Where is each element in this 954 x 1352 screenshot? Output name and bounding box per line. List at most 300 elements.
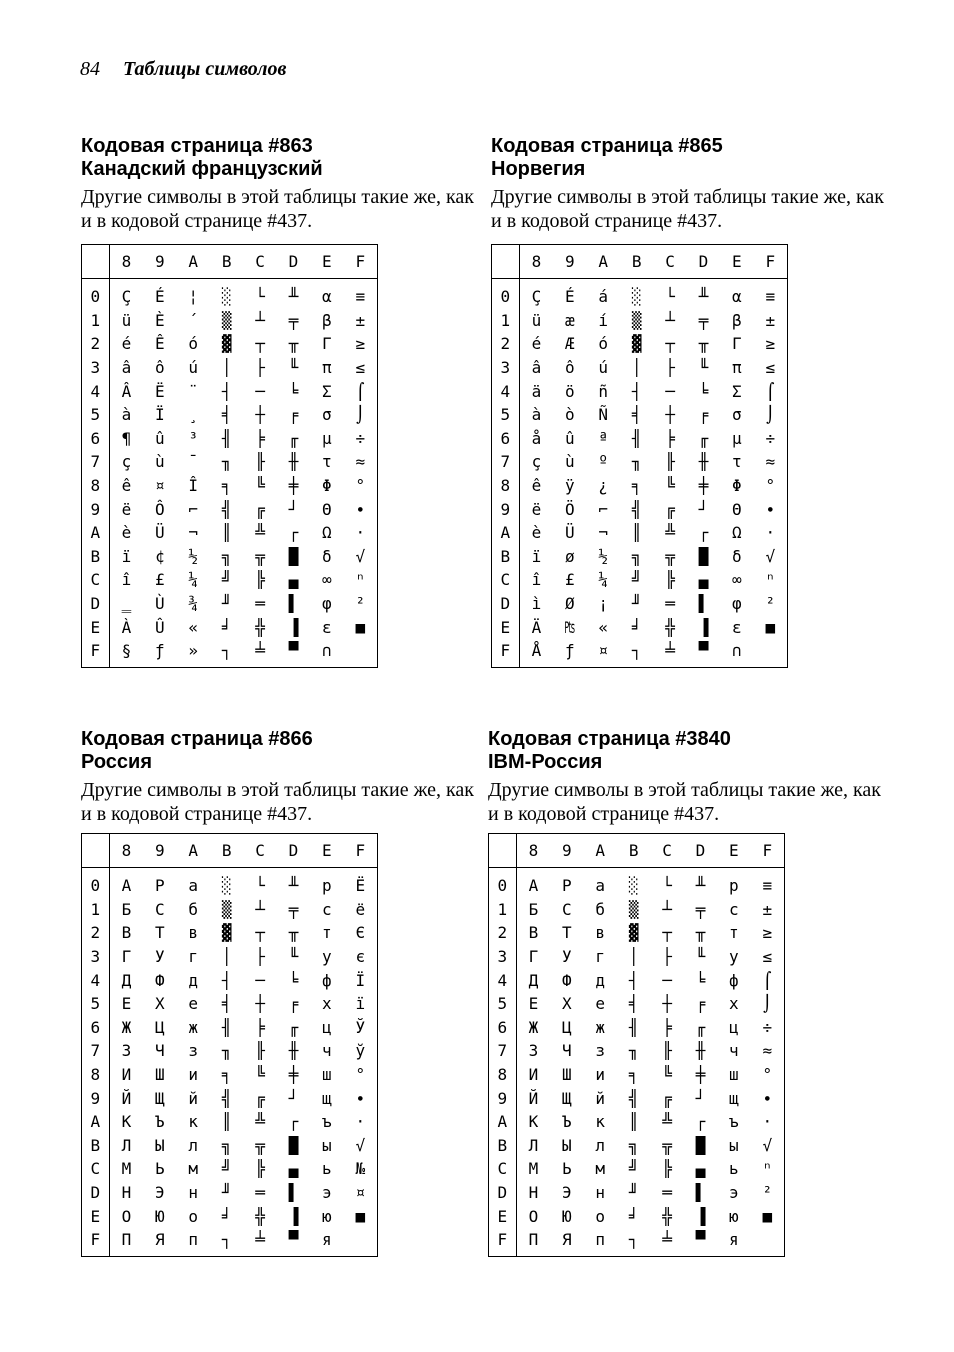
char-cell: Р [155,876,165,896]
char-cell: £ [565,570,575,590]
row-header: 1 [82,898,110,922]
row-header: 1 [489,898,517,922]
char-cell: Ж [121,1017,132,1037]
table-row [489,1016,785,1040]
table-row [82,521,378,545]
char-cell: ┴ [665,310,675,330]
char-cell: ┐ [221,1230,232,1250]
codepage-863-block [81,135,481,233]
char-cell: ╞ [255,1017,265,1037]
char-cell: σ [322,405,332,425]
char-cell: ╧ [255,1230,265,1250]
char-cell: х [322,994,332,1014]
table-row [82,1110,378,1134]
char-cell: ╣ [628,1088,639,1108]
table-row [489,1110,785,1134]
char-cell: ƒ [565,641,575,661]
char-cell: ⌡ [762,994,773,1014]
column-header: B [620,245,653,279]
char-cell: ▐ [698,617,709,637]
char-cell: ▀ [288,1230,299,1250]
row-header: D [82,592,110,616]
char-cell: К [121,1112,132,1132]
corner-cell [492,245,520,279]
char-cell: С [562,899,572,919]
char-cell: ╛ [221,1206,232,1226]
row-header: 4 [489,968,517,992]
row-header: 5 [82,992,110,1016]
char-cell: ╖ [221,1041,232,1061]
char-cell: ю [322,1206,332,1226]
char-cell: ▓ [221,923,232,943]
char-cell: Л [121,1135,132,1155]
char-cell: Б [121,899,132,919]
codepage-865-table [491,244,788,668]
row-header: 3 [82,945,110,969]
char-cell: Ø [565,594,575,614]
char-cell: Ў [355,1017,366,1037]
char-cell: ═ [255,1183,265,1203]
char-cell: ъ [729,1112,739,1132]
char-cell: ╙ [695,947,706,967]
char-cell: ÷ [762,1017,773,1037]
char-cell: α [322,287,332,307]
char-cell: ¼ [598,570,609,590]
char-cell: ⌡ [355,405,366,425]
table-row [82,356,378,380]
char-cell: в [595,923,606,943]
char-cell: ± [762,899,773,919]
char-cell: ╕ [221,476,232,496]
char-cell: ⌐ [598,499,609,519]
char-cell: ╫ [695,1041,706,1061]
row-header: D [492,592,520,616]
table-row [82,568,378,592]
char-cell: ╜ [221,1183,232,1203]
char-cell: è [531,523,542,543]
char-cell: ┐ [631,641,642,661]
char-cell: з [188,1041,199,1061]
char-cell: ┐ [221,641,232,661]
char-cell: К [528,1112,539,1132]
running-title: Таблицы символов [123,58,287,80]
char-cell: ▓ [631,334,642,354]
char-cell: ╦ [662,1135,672,1155]
table-row [489,992,785,1016]
char-cell: и [595,1065,606,1085]
char-cell: ╠ [255,570,265,590]
char-cell: ╬ [665,617,675,637]
table-row [489,898,785,922]
char-cell: ø [565,546,575,566]
char-cell: ╕ [628,1065,639,1085]
char-cell: ┌ [698,523,709,543]
char-cell: ╓ [695,1017,706,1037]
column-header: C [653,245,686,279]
char-cell: ╦ [665,546,675,566]
char-cell: Г [528,947,539,967]
char-cell: ╕ [631,476,642,496]
char-cell: ╦ [255,1135,265,1155]
char-cell: ≈ [765,452,776,472]
char-cell: √ [355,1135,366,1155]
table-row [492,403,788,427]
char-cell: ╢ [221,1017,232,1037]
table-row [82,1157,378,1181]
char-cell: ж [595,1017,606,1037]
column-header: E [310,834,343,868]
char-cell: ░ [221,287,232,307]
char-cell: ▒ [628,899,639,919]
column-header: 9 [143,245,176,279]
column-header: C [650,834,683,868]
char-cell: ╚ [665,476,675,496]
char-cell: ¯ [188,452,199,472]
char-cell: ╓ [288,428,299,448]
table-row [82,1086,378,1110]
char-cell: ╡ [221,994,232,1014]
row-header: 7 [82,450,110,474]
char-cell: ╕ [221,1065,232,1085]
char-cell: ░ [221,876,232,896]
row-header: 8 [82,1063,110,1087]
row-header: F [82,1228,110,1256]
char-cell: Ш [562,1065,572,1085]
row-header: A [82,521,110,545]
char-cell: ╚ [255,1065,265,1085]
char-cell: ▀ [288,641,299,661]
table-row [82,279,378,309]
char-cell: β [732,310,742,330]
row-header: 5 [492,403,520,427]
char-cell: æ [565,310,575,330]
char-cell: г [595,947,606,967]
char-cell: ü [121,310,132,330]
char-cell: ▌ [288,1183,299,1203]
char-cell: ├ [662,947,672,967]
codepage-866-block [81,728,481,826]
char-cell: Е [121,994,132,1014]
row-header: 2 [82,921,110,945]
char-cell: ╠ [255,1159,265,1179]
row-header: 1 [492,309,520,333]
char-cell: ° [355,476,366,496]
char-cell: У [562,947,572,967]
char-cell: ┼ [662,994,672,1014]
char-cell: б [188,899,199,919]
char-cell: â [531,358,542,378]
char-cell: Ü [565,523,575,543]
char-cell: ° [355,1065,366,1085]
row-header: C [492,568,520,592]
char-cell: Ь [155,1159,165,1179]
row-header: 2 [82,332,110,356]
char-cell: Ж [528,1017,539,1037]
char-cell: ≡ [355,287,366,307]
char-cell: ё [355,899,366,919]
char-cell: ô [155,358,165,378]
char-cell: щ [322,1088,332,1108]
char-cell: ε [322,617,332,637]
char-cell: Û [155,617,165,637]
row-header: 7 [82,1039,110,1063]
char-cell: З [528,1041,539,1061]
char-cell: ≡ [765,287,776,307]
codepage-3840-block [488,728,888,826]
column-header: E [717,834,750,868]
char-cell: Ф [155,970,165,990]
char-cell: Ц [562,1017,572,1037]
corner-cell [489,834,517,868]
char-cell: ■ [355,1206,366,1226]
row-header: 6 [492,427,520,451]
char-cell: ¤ [155,476,165,496]
char-cell: ┴ [255,899,265,919]
table-row [82,639,378,667]
char-cell: ╘ [695,970,706,990]
char-cell: û [565,428,575,448]
char-cell: ∙ [765,499,776,519]
char-cell: Ü [155,523,165,543]
char-cell: Л [528,1135,539,1155]
char-cell: █ [288,546,299,566]
char-cell: ε [732,617,742,637]
char-cell: Р [562,876,572,896]
char-cell: ь [322,1159,332,1179]
char-cell: ▒ [631,310,642,330]
char-cell: Ë [155,381,165,401]
char-cell: ▐ [695,1206,706,1226]
char-cell: А [528,876,539,896]
row-header: 4 [492,379,520,403]
char-cell: è [121,523,132,543]
char-cell: ╟ [255,452,265,472]
corner-cell [82,245,110,279]
codepage-863-table [81,244,378,668]
char-cell: д [188,970,199,990]
char-cell: █ [695,1135,706,1155]
char-cell: к [188,1112,199,1132]
char-cell: Θ [732,499,742,519]
char-cell: ⁿ [765,570,776,590]
row-header: 8 [489,1063,517,1087]
char-cell: ╧ [665,641,675,661]
char-cell: Ç [121,287,132,307]
char-cell: ╥ [695,923,706,943]
char-cell: à [531,405,542,425]
column-header: A [177,834,210,868]
char-cell: ⌠ [355,381,366,401]
char-cell: ╣ [221,1088,232,1108]
char-cell: º [598,452,609,472]
char-cell: ╒ [695,994,706,1014]
row-header: 0 [82,868,110,898]
char-cell: ▒ [221,899,232,919]
char-cell: й [595,1088,606,1108]
char-cell: ╝ [221,570,232,590]
column-header: B [210,245,243,279]
char-cell: ² [762,1183,773,1203]
char-cell: Σ [732,381,742,401]
table-row [492,427,788,451]
row-header: F [82,639,110,667]
table-row [489,1228,785,1256]
page-number: 84 [80,58,100,80]
char-cell: ÷ [355,428,366,448]
char-cell: û [155,428,165,448]
codepage-title: Кодовая страница #866 [81,728,313,750]
char-cell: ▌ [698,594,709,614]
char-cell: ≤ [762,947,773,967]
char-cell: ╞ [255,428,265,448]
row-header: E [82,615,110,639]
char-cell: ╩ [662,1112,672,1132]
char-cell: ╣ [221,499,232,519]
char-cell: ┬ [255,334,265,354]
table-row [492,568,788,592]
char-cell: т [322,923,332,943]
table-row [82,497,378,521]
char-cell: ┘ [288,1088,299,1108]
char-cell: └ [665,287,675,307]
char-cell: ╒ [288,405,299,425]
row-header: 3 [489,945,517,969]
char-cell: ▄ [288,570,299,590]
char-cell: ï [531,546,542,566]
char-cell: ¨ [188,381,199,401]
row-header: 4 [82,379,110,403]
table-row [82,1204,378,1228]
table-row [492,592,788,616]
row-header: 2 [489,921,517,945]
char-cell: Ч [562,1041,572,1061]
char-cell: ¾ [188,594,199,614]
char-cell: · [355,523,366,543]
char-cell: ù [155,452,165,472]
char-cell [751,1228,785,1256]
char-cell: ù [565,452,575,472]
char-cell: ÿ [565,476,575,496]
table-row [82,592,378,616]
char-cell: ─ [255,381,265,401]
char-cell: ² [765,594,776,614]
column-header-row [82,245,378,279]
char-cell: Т [155,923,165,943]
row-header: B [489,1134,517,1158]
column-header: E [720,245,753,279]
char-cell: ╜ [631,594,642,614]
char-cell: Г [121,947,132,967]
char-cell: ┤ [631,381,642,401]
char-cell: ╝ [628,1159,639,1179]
char-cell: ≤ [355,358,366,378]
char-cell: ╖ [631,452,642,472]
char-cell: Д [121,970,132,990]
codepage-description: Другие символы в этой таблицы такие же, как и в кодовой странице #437. [81,186,475,232]
char-cell: ê [121,476,132,496]
char-cell: ┬ [662,923,672,943]
char-cell: ╟ [665,452,675,472]
table-row [492,309,788,333]
char-cell: ´ [188,310,199,330]
char-cell: » [188,641,199,661]
char-cell: Ь [562,1159,572,1179]
char-cell: ═ [662,1183,672,1203]
char-cell: ┌ [288,523,299,543]
table-row [492,497,788,521]
char-cell: ■ [765,617,776,637]
table-row [82,1228,378,1256]
row-header: E [489,1204,517,1228]
char-cell: А [121,876,132,896]
table-row [489,1063,785,1087]
char-cell: б [595,899,606,919]
char-cell: Й [528,1088,539,1108]
char-cell: ф [729,970,739,990]
row-header: B [82,545,110,569]
char-cell: ∩ [322,641,332,661]
row-header: C [82,1157,110,1181]
char-cell: ╚ [255,476,265,496]
column-header: A [584,834,617,868]
char-cell: ¬ [188,523,199,543]
char-cell: ó [188,334,199,354]
codepage-title: Кодовая страница #865 [491,135,723,157]
char-cell: ┘ [698,499,709,519]
codepage-title: Кодовая страница #863 [81,135,313,157]
row-header: 0 [492,279,520,309]
char-cell: О [121,1206,132,1226]
codepage-subtitle: Норвегия [491,158,586,180]
char-cell: │ [628,947,639,967]
table-row [489,1134,785,1158]
char-cell: δ [732,546,742,566]
char-cell: ╗ [628,1135,639,1155]
char-cell: р [322,876,332,896]
table-row [82,921,378,945]
char-cell: ² [355,594,366,614]
table-row [82,309,378,333]
row-header: 9 [492,497,520,521]
char-cell: ∙ [762,1088,773,1108]
column-header: A [177,245,210,279]
char-cell: с [322,899,332,919]
char-cell: Î [188,476,199,496]
column-header-row [492,245,788,279]
char-cell: ä [531,381,542,401]
codepage-3840-table [488,833,785,1257]
char-cell: µ [322,428,332,448]
char-cell: ┐ [628,1230,639,1250]
char-cell: Ê [155,334,165,354]
char-cell: ¶ [121,428,132,448]
char-cell: ∞ [322,570,332,590]
row-header: F [489,1228,517,1256]
char-cell: ¡ [598,594,609,614]
char-cell: ▀ [698,641,709,661]
char-cell: ╞ [665,428,675,448]
char-cell: ⁿ [762,1159,773,1179]
char-cell: я [729,1230,739,1250]
char-cell: х [729,994,739,1014]
char-cell: τ [732,452,742,472]
running-head [80,58,286,81]
char-cell: ┬ [665,334,675,354]
char-cell: Φ [732,476,742,496]
char-cell: ┴ [662,899,672,919]
char-cell: ╤ [288,899,299,919]
char-cell: ░ [628,876,639,896]
